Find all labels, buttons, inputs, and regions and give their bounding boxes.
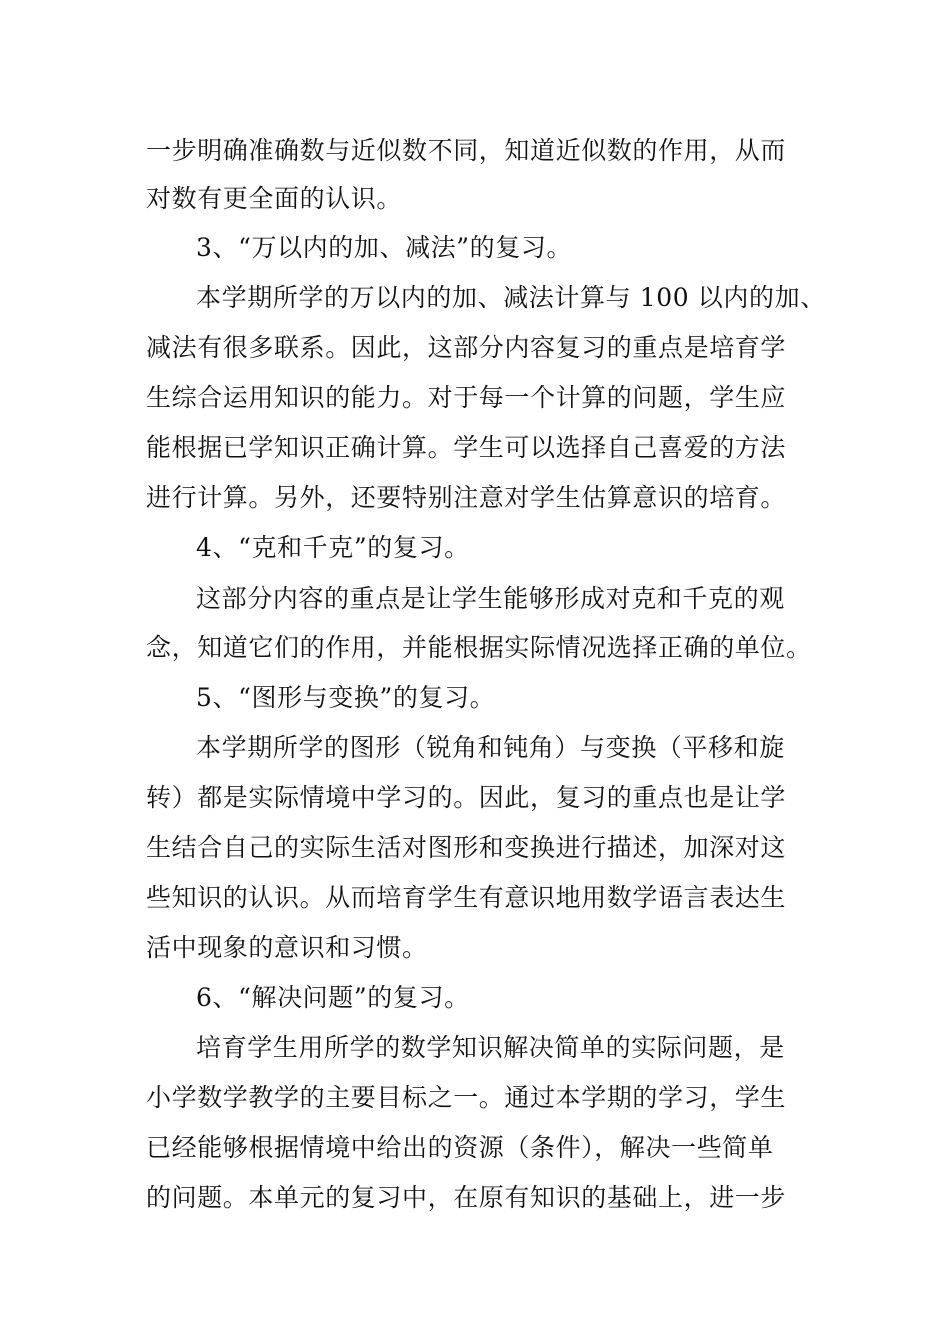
text-line: 小学数学教学的主要目标之一。通过本学期的学习，学生	[146, 1083, 787, 1112]
text-line: 进行计算。另外，还要特别注意对学生估算意识的培育。	[146, 483, 787, 512]
text-line: 生综合运用知识的能力。对于每一个计算的问题，学生应	[146, 383, 787, 412]
section-heading-4: 4、“克和千克”的复习。	[196, 533, 470, 562]
text-line: 生结合自己的实际生活对图形和变换进行描述，加深对这	[146, 833, 787, 862]
text-line: 能根据已学知识正确计算。学生可以选择自己喜爱的方法	[146, 433, 787, 462]
paragraph-start: 这部分内容的重点是让学生能够形成对克和千克的观	[196, 584, 785, 613]
section-heading-3: 3、“万以内的加、减法”的复习。	[196, 233, 573, 262]
section-heading-6: 6、“解决问题”的复习。	[196, 983, 470, 1012]
text-line: 已经能够根据情境中给出的资源（条件），解决一些简单	[146, 1133, 774, 1162]
paragraph-start: 本学期所学的图形（锐角和钝角）与变换（平移和旋	[196, 733, 785, 762]
text-line: 活中现象的意识和习惯。	[146, 933, 428, 962]
text-line: 减法有很多联系。因此，这部分内容复习的重点是培育学	[146, 333, 787, 362]
text-line: 念，知道它们的作用，并能根据实际情况选择正确的单位。	[146, 633, 812, 662]
paragraph-start: 本学期所学的万以内的加、减法计算与 100 以内的加、	[196, 283, 826, 312]
text-line: 一步明确准确数与近似数不同，知道近似数的作用，从而	[146, 136, 787, 165]
paragraph-start: 培育学生用所学的数学知识解决简单的实际问题，是	[196, 1033, 785, 1062]
text-line: 些知识的认识。从而培育学生有意识地用数学语言表达生	[146, 883, 787, 912]
section-heading-5: 5、“图形与变换”的复习。	[196, 683, 496, 712]
text-line: 的问题。本单元的复习中，在原有知识的基础上，进一步	[146, 1183, 787, 1212]
text-line: 对数有更全面的认识。	[146, 184, 403, 213]
text-line: 转）都是实际情境中学习的。因此，复习的重点也是让学	[146, 783, 787, 812]
